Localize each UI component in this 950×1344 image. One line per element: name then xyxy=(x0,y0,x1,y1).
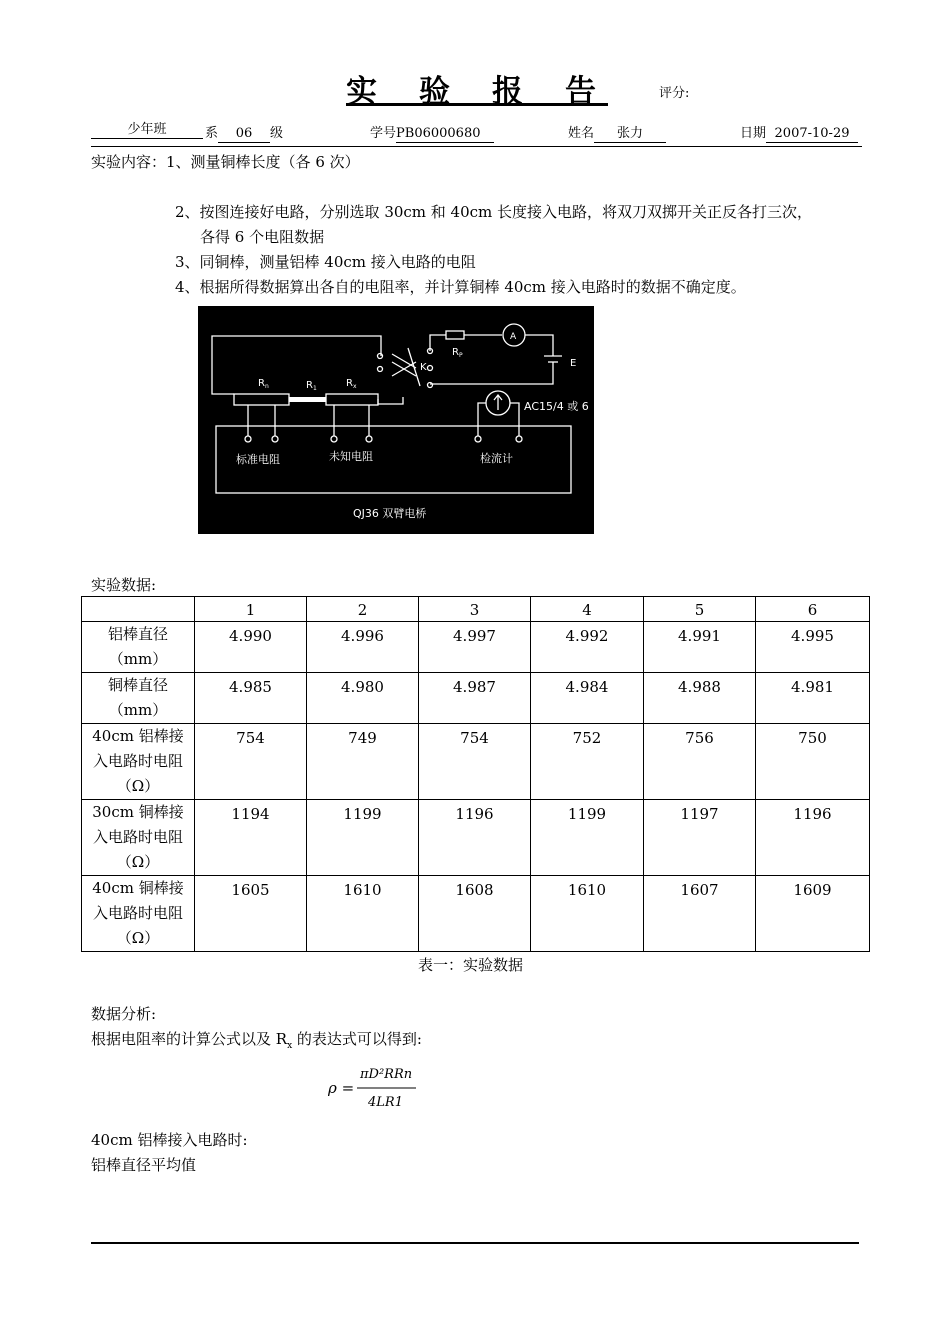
dept-label: 系 xyxy=(205,126,219,141)
analysis-line-1: 40cm 铝棒接入电路时: xyxy=(91,1131,248,1149)
r1-bar xyxy=(289,397,326,402)
table-cell: 1607 xyxy=(644,876,756,952)
table-cell: 4.990 xyxy=(195,622,307,673)
student-id-value: PB06000680 xyxy=(396,126,494,143)
date-label: 日期 xyxy=(740,126,767,141)
table-header-cell: 5 xyxy=(644,597,756,622)
table-cell: 4.981 xyxy=(756,673,870,724)
table-header-cell: 6 xyxy=(756,597,870,622)
table-cell: 4.992 xyxy=(531,622,644,673)
class-name: 少年班 xyxy=(91,122,203,139)
table-cell: 756 xyxy=(644,724,756,800)
formula-lhs: ρ = xyxy=(328,1079,355,1097)
table-cell: 1610 xyxy=(307,876,419,952)
table-header-cell: 2 xyxy=(307,597,419,622)
circuit-svg xyxy=(198,306,594,534)
table-cell: 4.996 xyxy=(307,622,419,673)
table-cell: 1197 xyxy=(644,800,756,876)
table-cell: 1608 xyxy=(419,876,531,952)
wire xyxy=(378,397,403,404)
header-rule xyxy=(91,146,862,147)
table-cell: 752 xyxy=(531,724,644,800)
content-item-2: 2、按图连接好电路，分别选取 30cm 和 40cm 长度接入电路，将双刀双掷开关正反各打三次， xyxy=(175,203,813,221)
table-header-row xyxy=(82,597,870,622)
intro-text-post: 的表达式可以得到: xyxy=(292,1030,422,1048)
ammeter-label: A xyxy=(510,332,517,342)
row-label: 30cm 铜棒接入电路时电阻（Ω） xyxy=(82,800,195,876)
row-label: 铜棒直径（mm） xyxy=(82,673,195,724)
rx-resistor xyxy=(326,394,378,405)
table-cell: 1610 xyxy=(531,876,644,952)
content-item-1: 实验内容：1、测量铜棒长度（各 6 次） xyxy=(91,153,360,171)
intro-text: 根据电阻率的计算公式以及 R xyxy=(91,1030,288,1048)
ac-label: AC15/4 或 6 xyxy=(524,400,589,413)
table-cell: 4.988 xyxy=(644,673,756,724)
score-label: 评分: xyxy=(659,86,690,101)
table-cell: 4.984 xyxy=(531,673,644,724)
table-cell: 1609 xyxy=(756,876,870,952)
table-row xyxy=(82,800,870,876)
rx-label: $R_x$ xyxy=(346,378,357,390)
content-item-4: 4、根据所得数据算出各自的电阻率，并计算铜棒 40cm 接入电路时的数据不确定度。 xyxy=(175,278,746,296)
table-cell: 749 xyxy=(307,724,419,800)
data-table xyxy=(81,596,870,952)
rn-resistor xyxy=(234,394,289,405)
title-underline xyxy=(346,103,608,106)
title-char: 实 xyxy=(346,74,377,110)
intro-subscript: x xyxy=(287,1041,293,1051)
galvanometer-label: 检流计 xyxy=(480,452,513,465)
table-header-cell: 1 xyxy=(195,597,307,622)
table-row xyxy=(82,876,870,952)
title-char: 验 xyxy=(419,74,450,110)
table-caption: 表一：实验数据 xyxy=(418,956,524,974)
std-res-label: 标准电阻 xyxy=(236,453,280,466)
table-cell: 4.985 xyxy=(195,673,307,724)
class-field xyxy=(91,122,203,139)
table-header-cell xyxy=(82,597,195,622)
table-cell: 4.980 xyxy=(307,673,419,724)
title-char: 告 xyxy=(565,74,596,110)
title-char: 报 xyxy=(492,74,523,110)
analysis-label: 数据分析: xyxy=(91,1005,157,1023)
table-cell: 4.995 xyxy=(756,622,870,673)
dept-value: 06 xyxy=(218,126,270,143)
resistivity-formula xyxy=(328,1064,428,1116)
rn-label: $R_n$ xyxy=(258,378,269,390)
table-cell: 750 xyxy=(756,724,870,800)
table-header-cell: 3 xyxy=(419,597,531,622)
table-cell: 1196 xyxy=(756,800,870,876)
grade-label: 级 xyxy=(270,126,284,141)
table-cell: 1194 xyxy=(195,800,307,876)
bridge-label: QJ36 双臂电桥 xyxy=(353,507,427,520)
table-row xyxy=(82,673,870,724)
unknown-res-label: 未知电阻 xyxy=(329,450,373,463)
r1-label: $R_1$ xyxy=(306,380,317,392)
table-cell: 4.997 xyxy=(419,622,531,673)
k-label: K xyxy=(420,362,427,373)
table-header-cell: 4 xyxy=(531,597,644,622)
data-section-label: 实验数据: xyxy=(91,576,157,594)
student-id-field xyxy=(370,122,494,143)
rp-label: $R_P$ xyxy=(452,347,463,359)
table-cell: 1605 xyxy=(195,876,307,952)
row-label: 铝棒直径（mm） xyxy=(82,622,195,673)
table-row xyxy=(82,622,870,673)
date-field xyxy=(740,122,858,143)
table-cell: 1199 xyxy=(531,800,644,876)
footer-rule xyxy=(91,1242,859,1244)
analysis-intro xyxy=(91,1028,422,1051)
table-cell: 754 xyxy=(195,724,307,800)
circuit-diagram xyxy=(198,306,594,534)
formula-denominator: 4LR1 xyxy=(368,1095,403,1110)
row-label: 40cm 铝棒接入电路时电阻（Ω） xyxy=(82,724,195,800)
rp-resistor xyxy=(446,331,464,339)
analysis-line-2: 铝棒直径平均值 xyxy=(91,1156,197,1174)
name-field xyxy=(568,122,666,143)
table-cell: 4.987 xyxy=(419,673,531,724)
formula-numerator: πD²RRn xyxy=(360,1067,413,1082)
name-value: 张力 xyxy=(594,126,666,143)
table-cell: 754 xyxy=(419,724,531,800)
content-item-2-cont: 各得 6 个电阻数据 xyxy=(200,228,325,246)
table-row xyxy=(82,724,870,800)
row-label: 40cm 铜棒接入电路时电阻（Ω） xyxy=(82,876,195,952)
e-label: E xyxy=(570,358,577,369)
date-value: 2007-10-29 xyxy=(766,126,858,143)
formula-svg xyxy=(328,1064,428,1112)
name-label: 姓名 xyxy=(568,126,595,141)
table-cell: 1199 xyxy=(307,800,419,876)
table-cell: 1196 xyxy=(419,800,531,876)
content-item-3: 3、同铜棒，测量铝棒 40cm 接入电路的电阻 xyxy=(175,253,476,271)
table-cell: 4.991 xyxy=(644,622,756,673)
dept-field xyxy=(205,122,283,143)
student-id-label: 学号 xyxy=(370,126,397,141)
